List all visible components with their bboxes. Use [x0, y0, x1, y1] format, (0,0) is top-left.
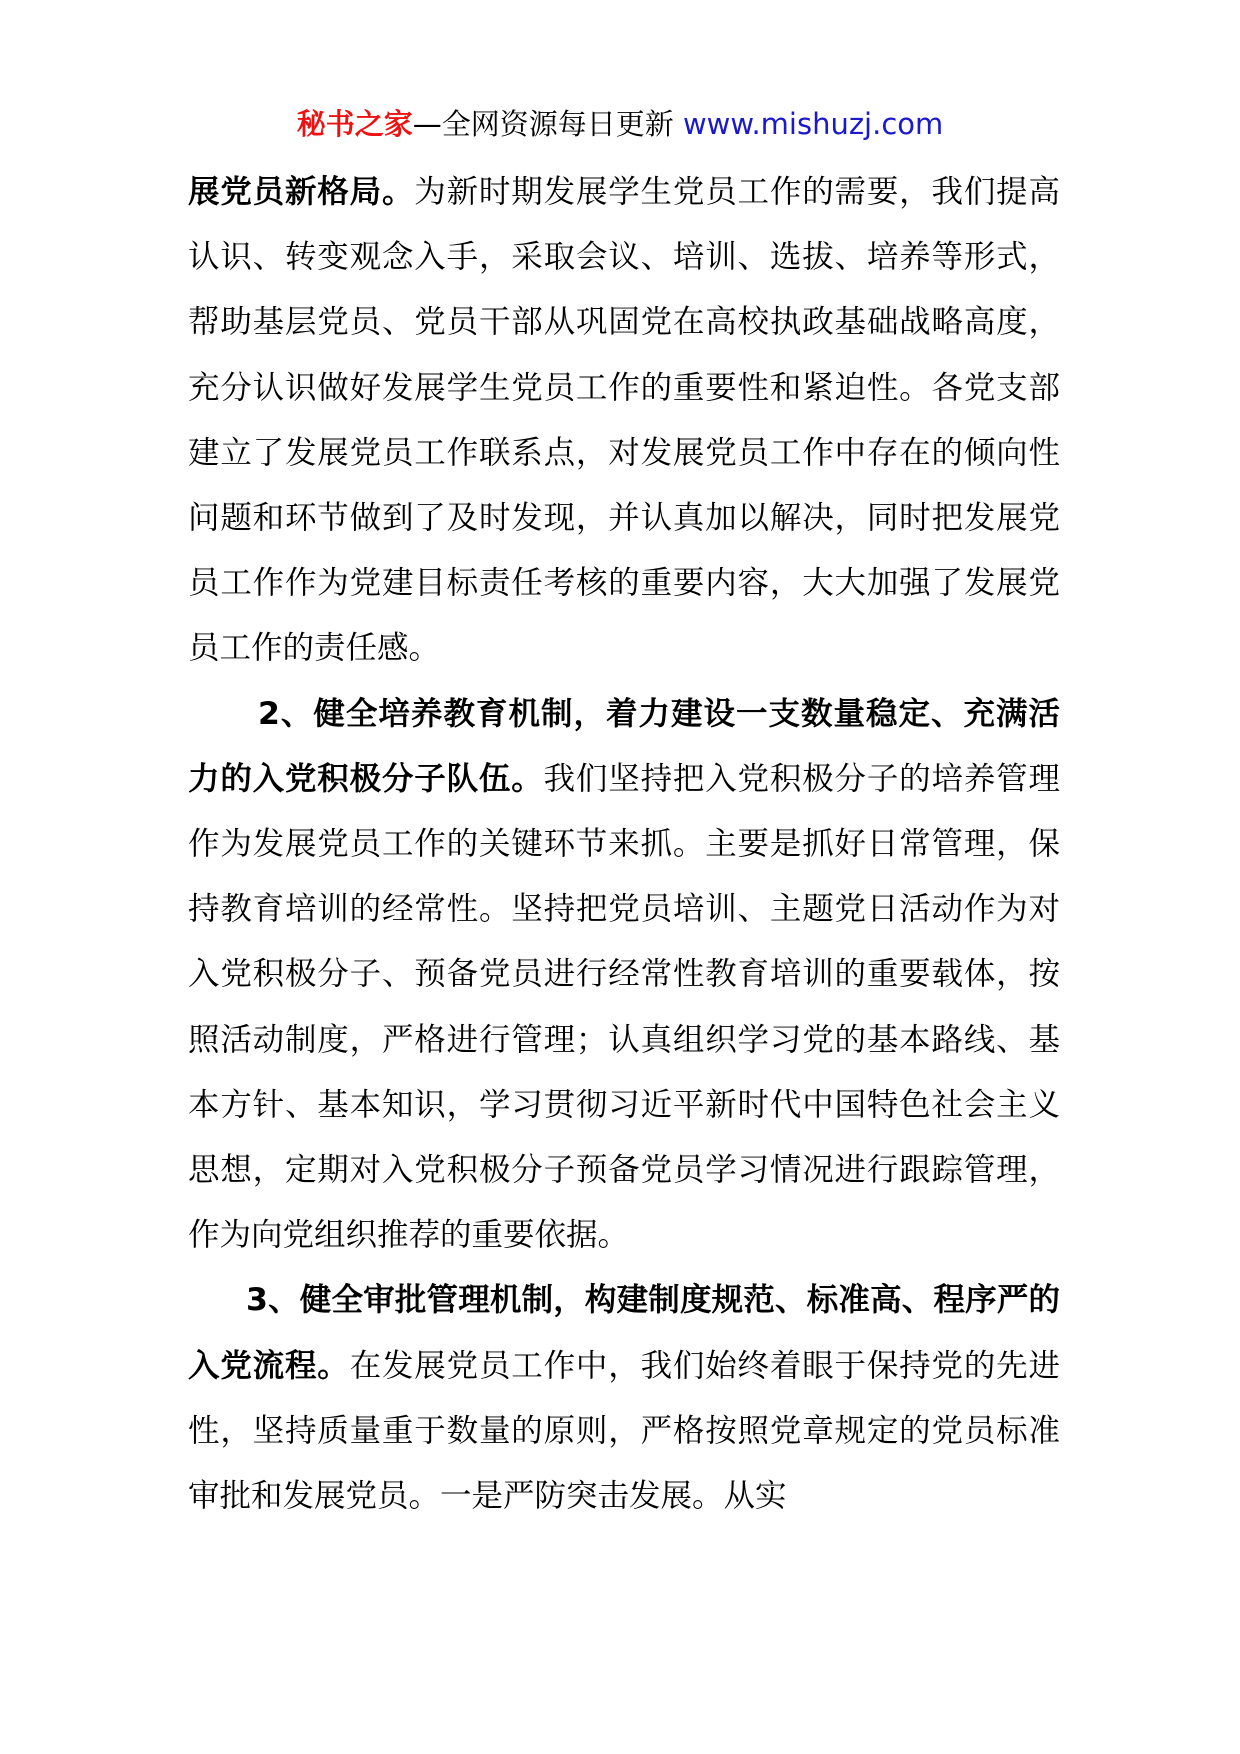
paragraph-heading: 3、健全审批管理机制，构建制度规范、标准高、程序严的入党流程。	[188, 1282, 1060, 1384]
site-brand: 秘书之家	[296, 107, 413, 141]
site-header	[0, 102, 1240, 146]
paragraph-text: 为新时期发展学生党员工作的需要，我们提高认识、转变观念入手，采取会议、培训、选拔、培养等形式，帮助基层党员、党员干部从巩固党在高校执政基础战略高度，充分认识做好发展学生党员工作的重要性和紧迫性。各党支部建立了发展党员工作联系点，对发展党员工作中存在的倾向性问题和环节做到了及时发现，并认真加以解决，同时把发展党员工作作为党建目标责任考核的重要内容，大大加强了发展党员工作的责任感。	[188, 174, 1060, 667]
paragraph-text: 在发展党员工作中，我们始终着眼于保持党的先进性，坚持质量重于数量的原则，严格按照党章规定的党员标准审批和发展党员。一是严防突击发展。从实	[188, 1347, 1060, 1515]
paragraph-3	[188, 1268, 1060, 1529]
paragraph-2	[188, 682, 1060, 1269]
paragraph-text: 我们坚持把入党积极分子的培养管理作为发展党员工作的关键环节来抓。主要是抓好日常管理，保持教育培训的经常性。坚持把党员培训、主题党日活动作为对入党积极分子、预备党员进行经常性教育培训的重要载体，按照活动制度，严格进行管理；认真组织学习党的基本路线、基本方针、基本知识，学习贯彻习近平新时代中国特色社会主义思想，定期对入党积极分子预备党员学习情况进行跟踪管理，作为向党组织推荐的重要依据。	[188, 760, 1060, 1254]
site-url[interactable]: www.mishuzj.com	[682, 107, 944, 141]
document-body	[188, 160, 1060, 1529]
paragraph-heading: 展党员新格局。	[188, 174, 415, 210]
paragraph-1	[188, 160, 1060, 682]
site-slogan: —全网资源每日更新	[412, 107, 683, 141]
paragraph-heading: 2、健全培养教育机制，着力建设一支数量稳定、充满活力的入党积极分子队伍。	[188, 695, 1060, 797]
